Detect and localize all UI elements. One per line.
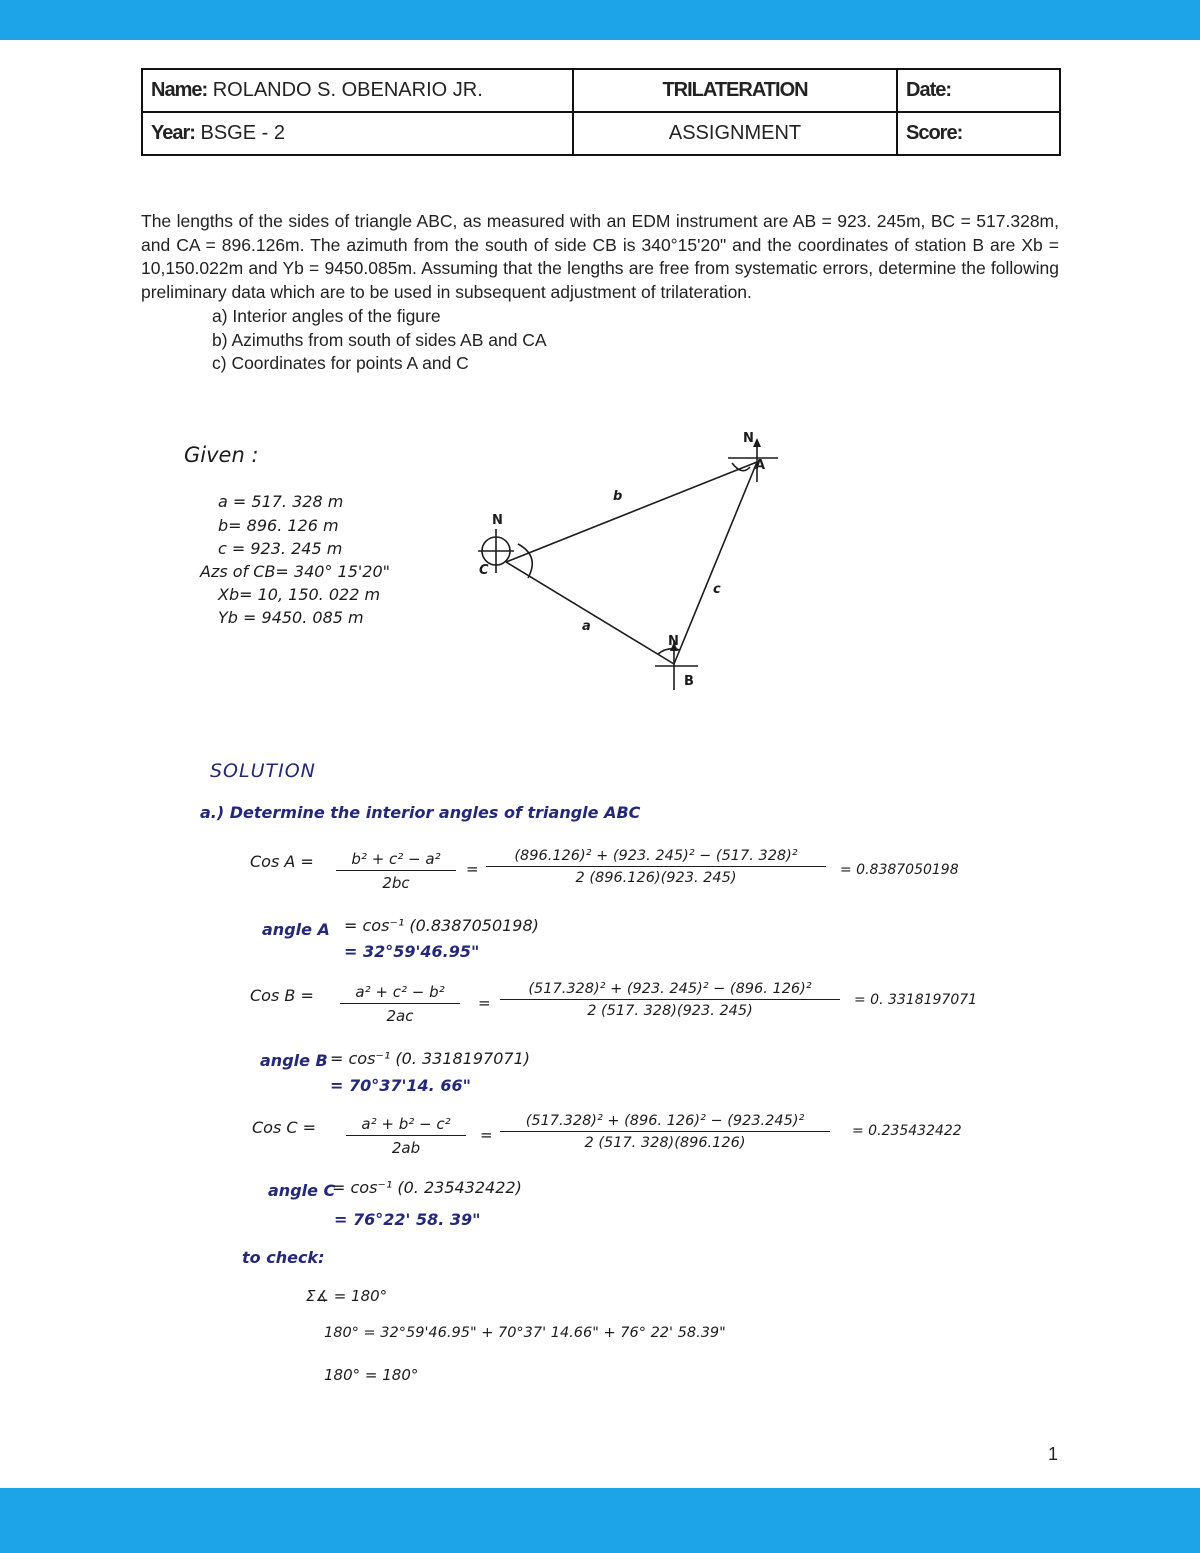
north-label-b: N xyxy=(668,634,679,649)
north-arrow-a xyxy=(753,438,761,447)
cos-a-sub-denominator: 2 (896.126)(923. 245) xyxy=(575,870,737,886)
cos-a-substitution xyxy=(486,848,826,886)
side-b-label: b xyxy=(613,489,623,504)
given-line: a = 517. 328 m xyxy=(218,492,344,511)
angle-b-value: = 70°37'14. 66" xyxy=(330,1076,471,1095)
cos-a-denominator: 2bc xyxy=(382,874,410,892)
side-a-label: a xyxy=(582,619,591,634)
cos-a-value: = 0.8387050198 xyxy=(840,862,959,878)
name-label: Name: xyxy=(151,79,208,101)
vertex-b-label: B xyxy=(684,674,694,689)
cos-a-sub-numerator: (896.126)² + (923. 245)² − (517. 328)² xyxy=(486,848,826,867)
cos-b-sub-denominator: 2 (517. 328)(923. 245) xyxy=(587,1003,753,1019)
angle-c-value: = 76°22' 58. 39" xyxy=(334,1210,481,1229)
check-expansion: 180° = 32°59'46.95" + 70°37' 14.66" + 76° 22' 58.39" xyxy=(324,1325,726,1341)
angle-arc-a xyxy=(732,463,750,471)
check-result: 180° = 180° xyxy=(324,1366,419,1384)
north-label-c: N xyxy=(492,513,503,528)
equals-sign: = xyxy=(480,1126,493,1144)
given-line: c = 923. 245 m xyxy=(218,539,343,558)
solution-title: SOLUTION xyxy=(210,760,316,782)
given-line: b= 896. 126 m xyxy=(218,516,339,535)
question-item: c) Coordinates for points A and C xyxy=(212,353,469,374)
side-c-label: c xyxy=(713,582,721,597)
question-item: a) Interior angles of the figure xyxy=(212,305,441,326)
angle-a-value: = 32°59'46.95" xyxy=(344,942,480,961)
angle-b-label: angle B xyxy=(260,1051,328,1070)
name-value: ROLANDO S. OBENARIO JR. xyxy=(212,79,483,101)
cos-b-sub-numerator: (517.328)² + (923. 245)² − (896. 126)² xyxy=(500,981,840,1000)
page-number: 1 xyxy=(1048,1444,1059,1464)
given-title: Given : xyxy=(184,443,259,467)
score-label: Score: xyxy=(906,122,963,144)
side-a-line xyxy=(506,562,674,664)
vertex-a-label: A xyxy=(755,458,766,473)
cos-c-value: = 0.235432422 xyxy=(852,1123,962,1139)
part-a-heading: a.) Determine the interior angles of triangle ABC xyxy=(200,803,641,822)
cos-c-formula xyxy=(346,1115,466,1157)
given-line: Xb= 10, 150. 022 m xyxy=(218,585,381,604)
cos-c-sub-numerator: (517.328)² + (896. 126)² − (923.245)² xyxy=(500,1113,830,1132)
north-label-a: N xyxy=(743,431,754,446)
cos-a-formula xyxy=(336,850,456,892)
cos-b-substitution xyxy=(500,981,840,1019)
problem-text: The lengths of the sides of triangle ABC, as measured with an EDM instrument are AB = 923. 245m, BC = 517.328m, and CA = 896.126m. The azimuth from the south of side CB is 340°15'20" and the coordinates of station B are Xb = 10,150.022m and Yb = 9450.085m. Assuming that the lengths are free from systematic errors, determine the following preliminary data which are to be used in subsequent adjustment of trilateration. xyxy=(141,211,1059,303)
check-sum: Σ∡ = 180° xyxy=(306,1287,388,1305)
given-line: Yb = 9450. 085 m xyxy=(218,608,364,627)
check-label: to check: xyxy=(242,1248,325,1267)
angle-c-label: angle C xyxy=(268,1181,336,1200)
cos-c-denominator: 2ab xyxy=(391,1139,421,1157)
cos-b-numerator: a² + c² − b² xyxy=(340,983,460,1004)
cos-b-formula xyxy=(340,983,460,1025)
cos-a-numerator: b² + c² − a² xyxy=(336,850,456,871)
cos-b-value: = 0. 3318197071 xyxy=(854,992,978,1008)
angle-a-label: angle A xyxy=(262,920,330,939)
cos-b-label: Cos B = xyxy=(250,986,314,1005)
equals-sign: = xyxy=(466,860,479,878)
cos-b-denominator: 2ac xyxy=(386,1007,414,1025)
given-line: Azs of CB= 340° 15'20" xyxy=(200,562,391,581)
year-label: Year: xyxy=(151,122,195,144)
bottom-band xyxy=(0,1488,1200,1553)
subtitle-cell: ASSIGNMENT xyxy=(573,112,897,155)
angle-b-expression: = cos⁻¹ (0. 3318197071) xyxy=(330,1049,530,1068)
question-item: b) Azimuths from south of sides AB and CA xyxy=(212,329,547,350)
date-label: Date: xyxy=(906,79,952,101)
vertex-c-label: C xyxy=(479,563,489,578)
cos-a-label: Cos A = xyxy=(250,852,314,871)
angle-c-expression: = cos⁻¹ (0. 235432422) xyxy=(332,1178,522,1197)
side-b-line xyxy=(506,462,757,562)
cos-c-numerator: a² + b² − c² xyxy=(346,1115,466,1136)
cos-c-substitution xyxy=(500,1113,830,1151)
cos-c-sub-denominator: 2 (517. 328)(896.126) xyxy=(584,1135,746,1151)
equals-sign: = xyxy=(478,994,491,1012)
side-c-line xyxy=(674,462,757,664)
angle-a-expression: = cos⁻¹ (0.8387050198) xyxy=(344,916,539,935)
cos-c-label: Cos C = xyxy=(252,1118,317,1137)
title-cell: TRILATERATION xyxy=(573,69,897,112)
year-value: BSGE - 2 xyxy=(200,122,285,144)
